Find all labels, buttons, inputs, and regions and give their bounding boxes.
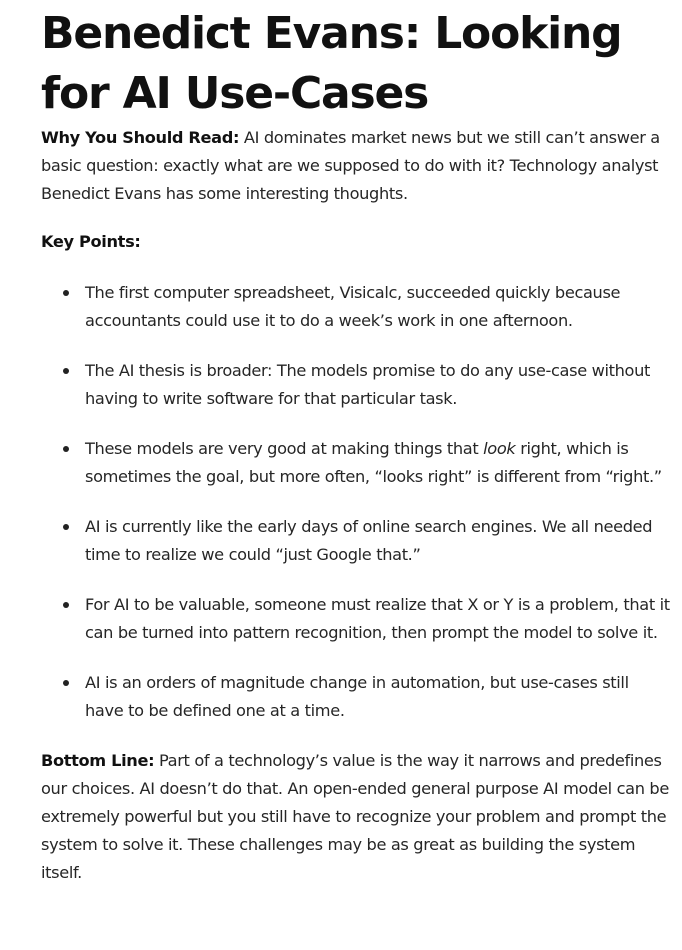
point-text-before-italic: These models are very good at making things that — [85, 439, 484, 458]
list-item — [41, 279, 671, 335]
point-text: The AI thesis is broader: The models promise to do any use-case without having to write software for that particular task. — [85, 361, 650, 408]
list-item — [41, 357, 671, 413]
point-text: For AI to be valuable, someone must realize that X or Y is a problem, that it can be turned into pattern recognition, then prompt the model to solve it. — [85, 595, 670, 642]
point-text: The first computer spreadsheet, Visicalc, succeeded quickly because accountants could use it to do a week’s work in one afternoon. — [85, 283, 621, 330]
point-text: AI is an orders of magnitude change in automation, but use-cases still have to be defined one at a time. — [85, 673, 629, 720]
bullet-icon — [63, 290, 69, 296]
list-item — [41, 591, 671, 647]
bottom-line-text: Part of a technology’s value is the way it narrows and predefines our choices. AI doesn’t do that. An open-ended general purpose AI model can be extremely powerful but you still have to recognize your problem and prompt the system to solve it. These challenges may be as great as building the system itself. — [41, 751, 669, 882]
bullet-icon — [63, 602, 69, 608]
list-item — [41, 669, 671, 725]
list-item — [41, 513, 671, 569]
point-text: AI is currently like the early days of online search engines. We all needed time to realize we could “just Google that.” — [85, 517, 653, 564]
why-you-should-read-paragraph — [41, 124, 671, 208]
point-italic-word: look — [483, 439, 516, 458]
bottom-line-paragraph — [41, 747, 671, 887]
key-points-heading: Key Points: — [41, 232, 141, 251]
point-text-after-italic: right, which is sometimes the goal, but more often, “looks right” is different from “right.” — [85, 439, 662, 486]
key-points-list — [41, 279, 671, 725]
bullet-icon — [63, 524, 69, 530]
article-title: Benedict Evans: Looking for AI Use-Cases — [41, 8, 622, 119]
bullet-icon — [63, 446, 69, 452]
bullet-icon — [63, 368, 69, 374]
bullet-icon — [63, 680, 69, 686]
article — [41, 0, 671, 887]
bottom-line-label: Bottom Line: — [41, 751, 155, 770]
list-item — [41, 435, 671, 491]
why-you-should-read-label: Why You Should Read: — [41, 128, 240, 147]
why-you-should-read-text: AI dominates market news but we still can’t answer a basic question: exactly what are we supposed to do with it? Technology analyst Benedict Evans has some interesting thoughts. — [41, 128, 660, 203]
